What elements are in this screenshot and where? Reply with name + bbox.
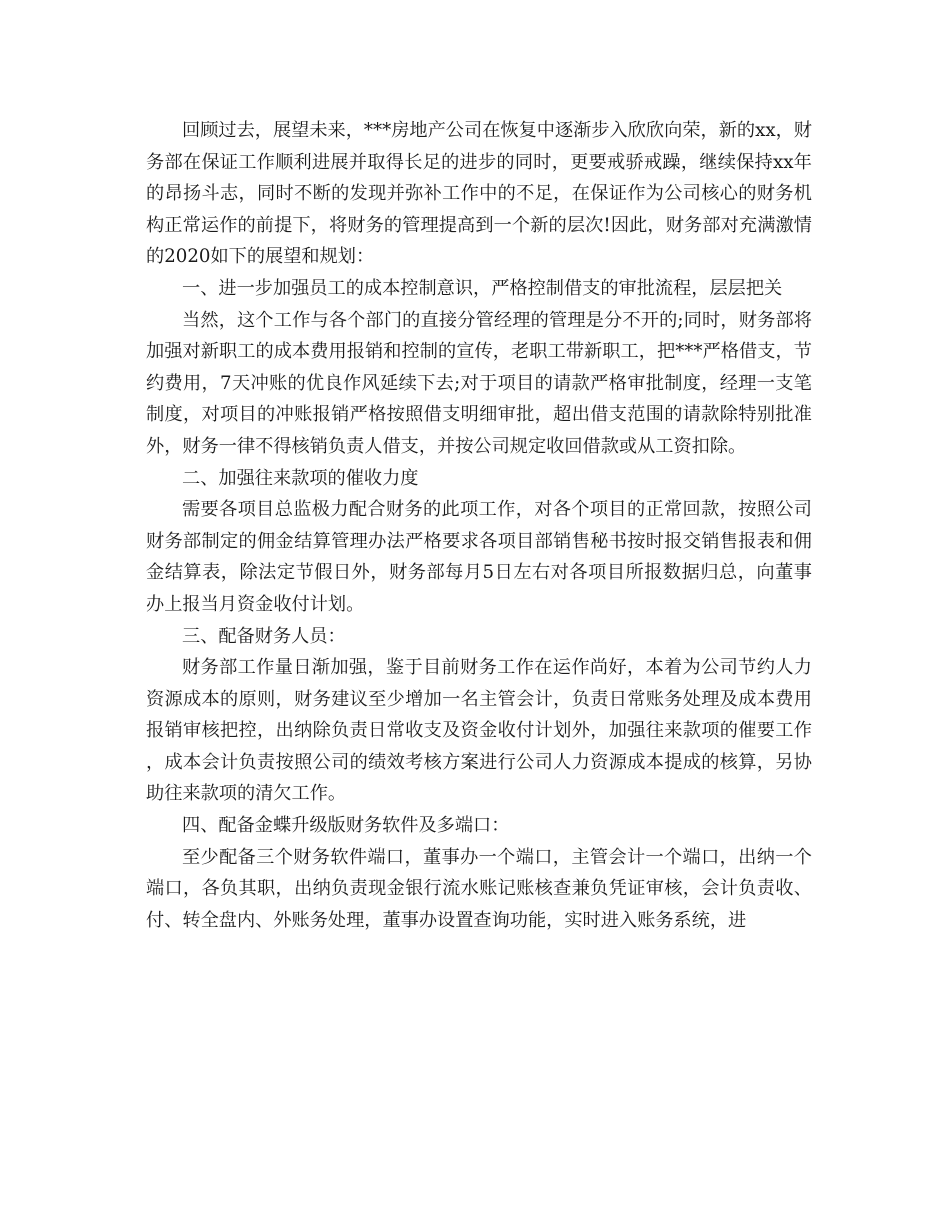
section-2-paragraph: 需要各项目总监极力配合财务的此项工作，对各个项目的正常回款，按照公司财务部制定的佣金结算管理办法严格要求各项目部销售秘书按时报交销售报表和佣金结算表，除法定节假日外，财务部每月5日左右对各项目所报数据归总，向董事办上报当月资金收付计划。 xyxy=(146,499,812,615)
document-body xyxy=(146,115,812,936)
section-1-paragraph: 当然，这个工作与各个部门的直接分管经理的管理是分不开的;同时，财务部将加强对新职工的成本费用报销和控制的宣传，老职工带新职工，把***严格借支，节约费用，7天冲账的优良作风延续下去;对于项目的请款严格审批制度，经理一支笔制度，对项目的冲账报销严格按照借支明细审批，超出借支范围的请款除特别批准外，财务一律不得核销负责人借支，并按公司规定收回借款或从工资扣除。 xyxy=(146,309,812,457)
section-heading-1: 一、进一步加强员工的成本控制意识，严格控制借支的审批流程，层层把关 xyxy=(182,277,783,299)
section-4-paragraph: 至少配备三个财务软件端口，董事办一个端口，主管会计一个端口，出纳一个端口，各负其职，出纳负责现金银行流水账记账核查兼负凭证审核，会计负责收、付、转全盘内、外账务处理，董事办设置查询功能，实时进入账务系统，进 xyxy=(146,846,812,931)
section-heading-4: 四、配备金蝶升级版财务软件及多端口： xyxy=(182,815,510,837)
intro-paragraph: 回顾过去，展望未来，***房地产公司在恢复中逐渐步入欣欣向荣，新的xx，财务部在保证工作顺利进展并取得长足的进步的同时，更要戒骄戒躁，继续保持xx年的昂扬斗志，同时不断的发现并弥补工作中的不足，在保证作为公司核心的财务机构正常运作的前提下，将财务的管理提高到一个新的层次!因此，财务部对充满激情的2020如下的展望和规划： xyxy=(146,120,812,268)
section-heading-2: 二、加强往来款项的催收力度 xyxy=(182,467,419,489)
section-3-paragraph: 财务部工作量日渐加强，鉴于目前财务工作在运作尚好，本着为公司节约人力资源成本的原则，财务建议至少增加一名主管会计，负责日常账务处理及成本费用报销审核把控，出纳除负责日常收支及资金收付计划外，加强往来款项的催要工作，成本会计负责按照公司的绩效考核方案进行公司人力资源成本提成的核算，另协助往来款项的清欠工作。 xyxy=(146,657,812,805)
section-heading-3: 三、配备财务人员： xyxy=(182,625,346,647)
